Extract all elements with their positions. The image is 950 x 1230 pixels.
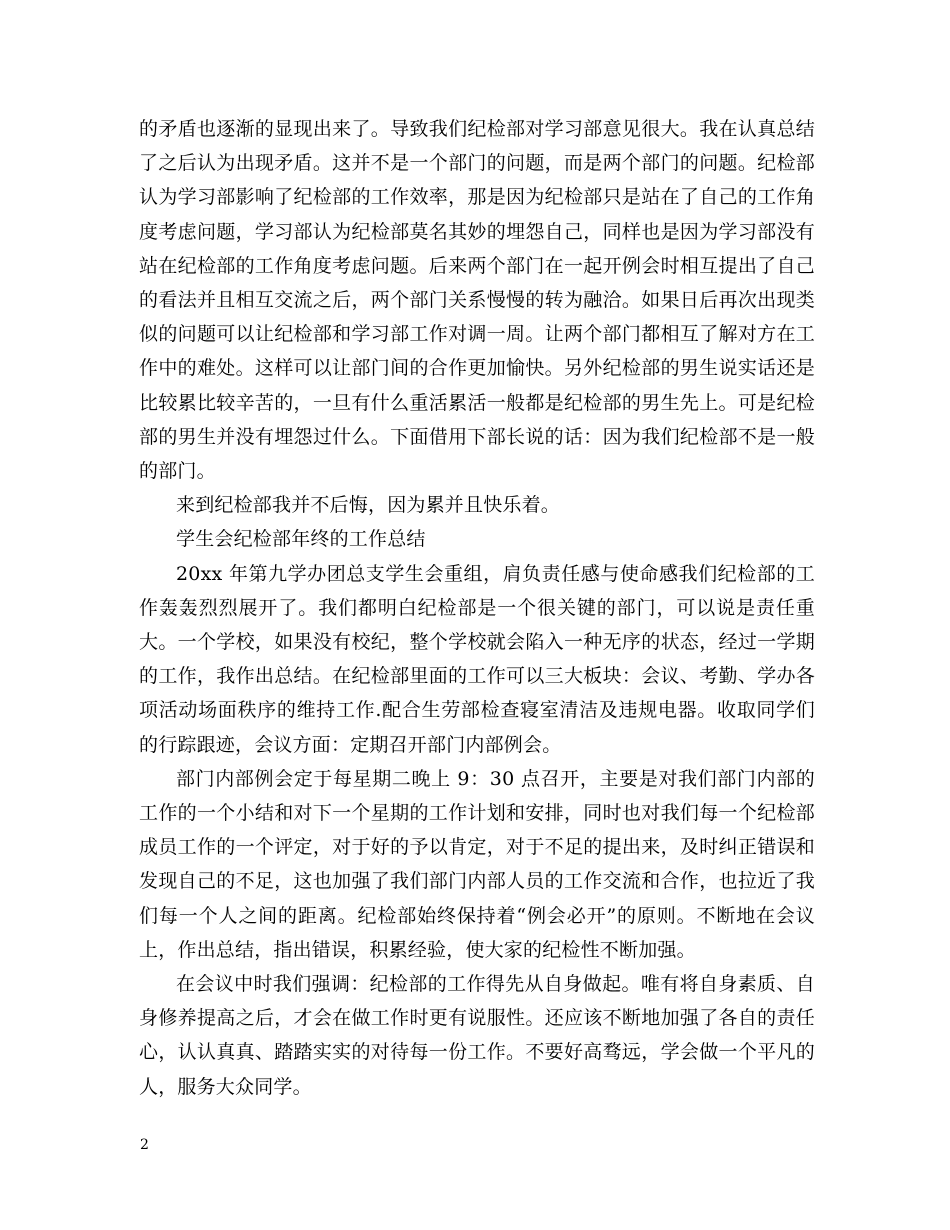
section-heading: 学生会纪检部年终的工作总结 (176, 528, 426, 551)
paragraph-continuation: 的矛盾也逐渐的显现出来了。导致我们纪检部对学习部意见很大。我在认真总结了之后认为出现矛盾。这并不是一个部门的问题，而是两个部门的问题。纪检部认为学习部影响了纪检部的工作效率，那是因为纪检部只是站在了自己的工作角度考虑问题，学习部认为纪检部莫名其妙的埋怨自己，同样也是因为学习部没有站在纪检部的工作角度考虑问题。后来两个部门在一起开例会时相互提出了自己的看法并且相互交流之后，两个部门关系慢慢的转为融洽。如果日后再次出现类似的问题可以让纪检部和学习部工作对调一周。让两个部门都相互了解对方在工作中的难处。这样可以让部门间的合作更加愉快。另外纪检部的男生说实话还是比较累比较辛苦的，一旦有什么重活累活一般都是纪检部的男生先上。可是纪检部的男生并没有埋怨过什么。下面借用下部长说的话：因为我们纪检部不是一般的部门。 (139, 118, 815, 483)
page-number: 2 (140, 1137, 149, 1153)
document-body (139, 112, 815, 1104)
paragraph-intro: 20xx 年第九学办团总支学生会重组，肩负责任感与使命感我们纪检部的工作轰轰烈烈展开了。我们都明白纪检部是一个很关键的部门，可以说是责任重大。一个学校，如果没有校纪，整个学校就会陷入一种无序的状态，经过一学期的工作，我作出总结。在纪检部里面的工作可以三大板块：会议、考勤、学办各项活动场面秩序的维持工作.配合生劳部检查寝室清洁及违规电器。收取同学们的行踪跟迹，会议方面：定期召开部门内部例会。 (139, 562, 815, 756)
paragraph-meeting-emphasis: 在会议中时我们强调：纪检部的工作得先从自身做起。唯有将自身素质、自身修养提高之后，才会在做工作时更有说服性。还应该不断地加强了各自的责任心，认认真真、踏踏实实的对待每一份工作。不要好高骛远，学会做一个平凡的人，服务大众同学。 (139, 973, 815, 1098)
paragraph-meeting-schedule: 部门内部例会定于每星期二晚上 9：30 点召开，主要是对我们部门内部的工作的一个小结和对下一个星期的工作计划和安排，同时也对我们每一个纪检部成员工作的一个评定，对于好的予以肯定，对于不足的提出来，及时纠正错误和发现自己的不足，这也加强了我们部门内部人员的工作交流和合作，也拉近了我们每一个人之间的距离。纪检部始终保持着“例会必开”的原则。不断地在会议上，作出总结，指出错误，积累经验，使大家的纪检性不断加强。 (139, 767, 815, 961)
paragraph-closing-line: 来到纪检部我并不后悔，因为累并且快乐着。 (176, 494, 561, 517)
